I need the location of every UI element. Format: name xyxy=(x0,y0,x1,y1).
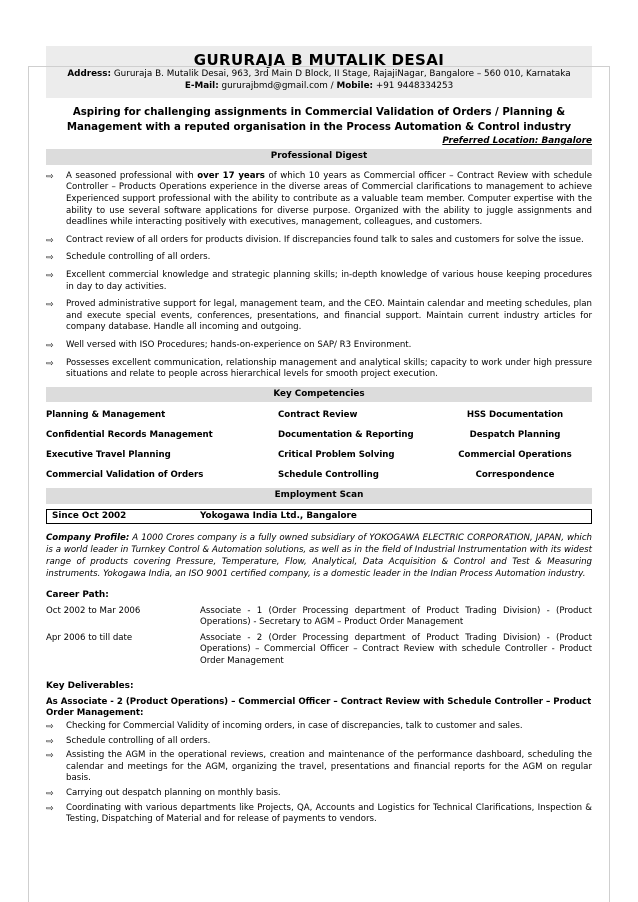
competency-cell: Executive Travel Planning xyxy=(46,449,171,460)
key-deliverables-role: As Associate - 2 (Product Operations) – Commercial Officer – Contract Review with Schedule Controller – Product Order Management: xyxy=(46,696,592,718)
email-text: gururajbmd@gmail.com xyxy=(221,80,328,91)
career-path-dates: Oct 2002 to Mar 2006 xyxy=(46,606,141,617)
competency-cell: HSS Documentation xyxy=(466,409,564,420)
employment-period-box xyxy=(46,509,592,524)
competency-cell: Despatch Planning xyxy=(469,429,561,440)
arrow-right-icon: ⇨ xyxy=(46,751,54,762)
arrow-right-icon: ⇨ xyxy=(46,722,54,733)
list-item xyxy=(46,721,592,733)
candidate-name: GURURAJA B MUTALIK DESAI xyxy=(193,51,445,69)
competency-row xyxy=(46,465,592,485)
list-item xyxy=(46,340,592,352)
preferred-location: Preferred Location: Bangalore xyxy=(442,136,592,147)
list-item xyxy=(46,235,592,247)
competency-cell: Schedule Controlling xyxy=(278,469,379,480)
competency-cell: Critical Problem Solving xyxy=(278,449,395,460)
arrow-right-icon: ⇨ xyxy=(46,341,54,351)
list-item-text: Proved administrative support for legal, management team, and the CEO. Maintain calendar and meeting schedules, plan and execute special events, conferences, presentations, and financial support. Maintain current industry articles for company database. Handle all incoming and outgoing. xyxy=(66,299,592,333)
professional-digest-list xyxy=(46,171,592,381)
career-path-row xyxy=(46,606,592,629)
mobile-text: +91 9448334253 xyxy=(375,80,454,91)
list-item-text: Carrying out despatch planning on monthly basis. xyxy=(66,788,281,799)
arrow-right-icon: ⇨ xyxy=(46,789,54,800)
competency-row xyxy=(46,445,592,465)
arrow-right-icon: ⇨ xyxy=(46,171,54,182)
company-profile-label: Company Profile: xyxy=(46,533,130,544)
key-deliverables-list xyxy=(46,721,592,826)
list-item xyxy=(46,358,592,381)
digest-text-start: A seasoned professional with xyxy=(66,170,198,181)
arrow-right-icon: ⇨ xyxy=(46,253,54,264)
list-item-text: Assisting the AGM in the operational reviews, creation and maintenance of the performance dashboard, scheduling the calendar and meetings for the AGM, organizing the travel, presentations and financial reports for the AGM on regular basis. xyxy=(66,750,592,784)
section-header-key-competencies: Key Competencies xyxy=(46,387,592,402)
key-deliverables-heading: Key Deliverables: xyxy=(46,681,134,692)
list-item xyxy=(46,750,592,785)
competency-row xyxy=(46,405,592,425)
list-item-text: Checking for Commercial Validity of incoming orders, in case of discrepancies, talk to customer and sales. xyxy=(66,721,523,732)
section-header-professional-digest: Professional Digest xyxy=(46,149,592,164)
competency-cell: Documentation & Reporting xyxy=(278,429,414,440)
digest-highlight: over 17 years xyxy=(197,170,265,181)
contact-line xyxy=(46,81,592,93)
list-item-text: Possesses excellent communication, relationship management and analytical skills; capacity to work under high pressure situations and relate to people across hierarchical levels for smooth project execution. xyxy=(66,357,592,380)
list-item xyxy=(46,299,592,334)
arrow-right-icon: ⇨ xyxy=(46,736,54,747)
address-line xyxy=(46,69,592,81)
digest-text-end: of which 10 years as Commercial officer – Contract Review with schedule Controller – Products Operations experience in the diverse areas of Commercial clarifications to management to achieve Experienced support professional with the ability to contribute as a valuable team member. Computer expertise with the ability to use several software applications for diverse purpose. Organized with the ability to juggle assignments and deadlines while interacting positively with executives, management, colleagues, and customers. xyxy=(66,170,592,228)
resume-page xyxy=(0,46,638,902)
email-label: E-Mail: xyxy=(184,80,219,91)
list-item xyxy=(46,270,592,293)
arrow-right-icon: ⇨ xyxy=(46,300,54,311)
arrow-right-icon: ⇨ xyxy=(46,235,54,246)
list-item xyxy=(46,803,592,826)
list-item xyxy=(46,788,592,800)
list-item-text: Schedule controlling of all orders. xyxy=(66,735,211,746)
arrow-right-icon: ⇨ xyxy=(46,803,54,814)
employer-name: Yokogawa India Ltd., Bangalore xyxy=(200,510,357,521)
address-label: Address: xyxy=(67,69,112,80)
company-profile-text: A 1000 Crores company is a fully owned subsidiary of YOKOGAWA ELECTRIC CORPORATION, JAPAN, which is a world leader in Turnkey Control & Automation solutions, as well as in the field of Industrial Instrumentation with its widest range of products covering Pressure, Temperature, Flow, Analytical, Data Acquisition & Control and Test & Measuring instruments. Yokogawa India, an ISO 9001 certified company, is a domestic leader in the Indian Process Automation industry. xyxy=(46,533,592,579)
list-item-text: Well versed with ISO Procedures; hands-on-experience on SAP/ R3 Environment. xyxy=(66,340,412,350)
employment-since: Since Oct 2002 xyxy=(52,510,127,521)
list-item xyxy=(46,736,592,748)
competency-cell: Planning & Management xyxy=(46,409,166,420)
competency-cell: Contract Review xyxy=(278,409,358,420)
competencies-table xyxy=(46,405,592,485)
competency-cell: Commercial Operations xyxy=(458,449,572,460)
list-item-text: Excellent commercial knowledge and strategic planning skills; in-depth knowledge of various house keeping procedures in day to day activities. xyxy=(66,270,592,292)
arrow-right-icon: ⇨ xyxy=(46,271,54,282)
arrow-right-icon: ⇨ xyxy=(46,358,54,369)
list-item-text: Schedule controlling of all orders. xyxy=(66,252,211,263)
address-text: Gururaja B. Mutalik Desai, 963, 3rd Main D Block, II Stage, RajajiNagar, Bangalore – 560 010, Karnataka xyxy=(113,69,571,80)
company-profile xyxy=(46,533,592,580)
list-item xyxy=(46,171,592,229)
career-objective: Aspiring for challenging assignments in Commercial Validation of Orders / Planning & Management with a reputed organisation in the Process Automation & Control industry xyxy=(66,107,572,133)
section-header-employment-scan: Employment Scan xyxy=(46,488,592,503)
career-path-dates: Apr 2006 to till date xyxy=(46,632,133,643)
career-path-heading: Career Path: xyxy=(46,590,109,601)
resume-header xyxy=(46,46,592,98)
mobile-label: Mobile: xyxy=(336,80,374,91)
career-path-role: Associate - 2 (Order Processing department of Product Trading Division) - (Product Operations) – Commercial Officer – Contract Review with schedule Controller - Product Order Management xyxy=(200,632,592,666)
contact-separator: / xyxy=(330,80,334,91)
list-item xyxy=(46,252,592,264)
career-path-row xyxy=(46,633,592,667)
competency-cell: Commercial Validation of Orders xyxy=(46,469,204,480)
list-item-text: Coordinating with various departments like Projects, QA, Accounts and Logistics for Technical Clarifications, Inspection & Testing, Dispatching of Material and for release of payments to vendors. xyxy=(66,802,592,825)
list-item-text: Contract review of all orders for products division. If discrepancies found talk to sales and customers for solve the issue. xyxy=(66,234,584,245)
career-path-role: Associate - 1 (Order Processing department of Product Trading Division) - (Product Operations) - Secretary to AGM – Product Order Management xyxy=(200,606,592,628)
competency-cell: Correspondence xyxy=(475,469,555,480)
competency-cell: Confidential Records Management xyxy=(46,429,213,440)
competency-row xyxy=(46,425,592,445)
